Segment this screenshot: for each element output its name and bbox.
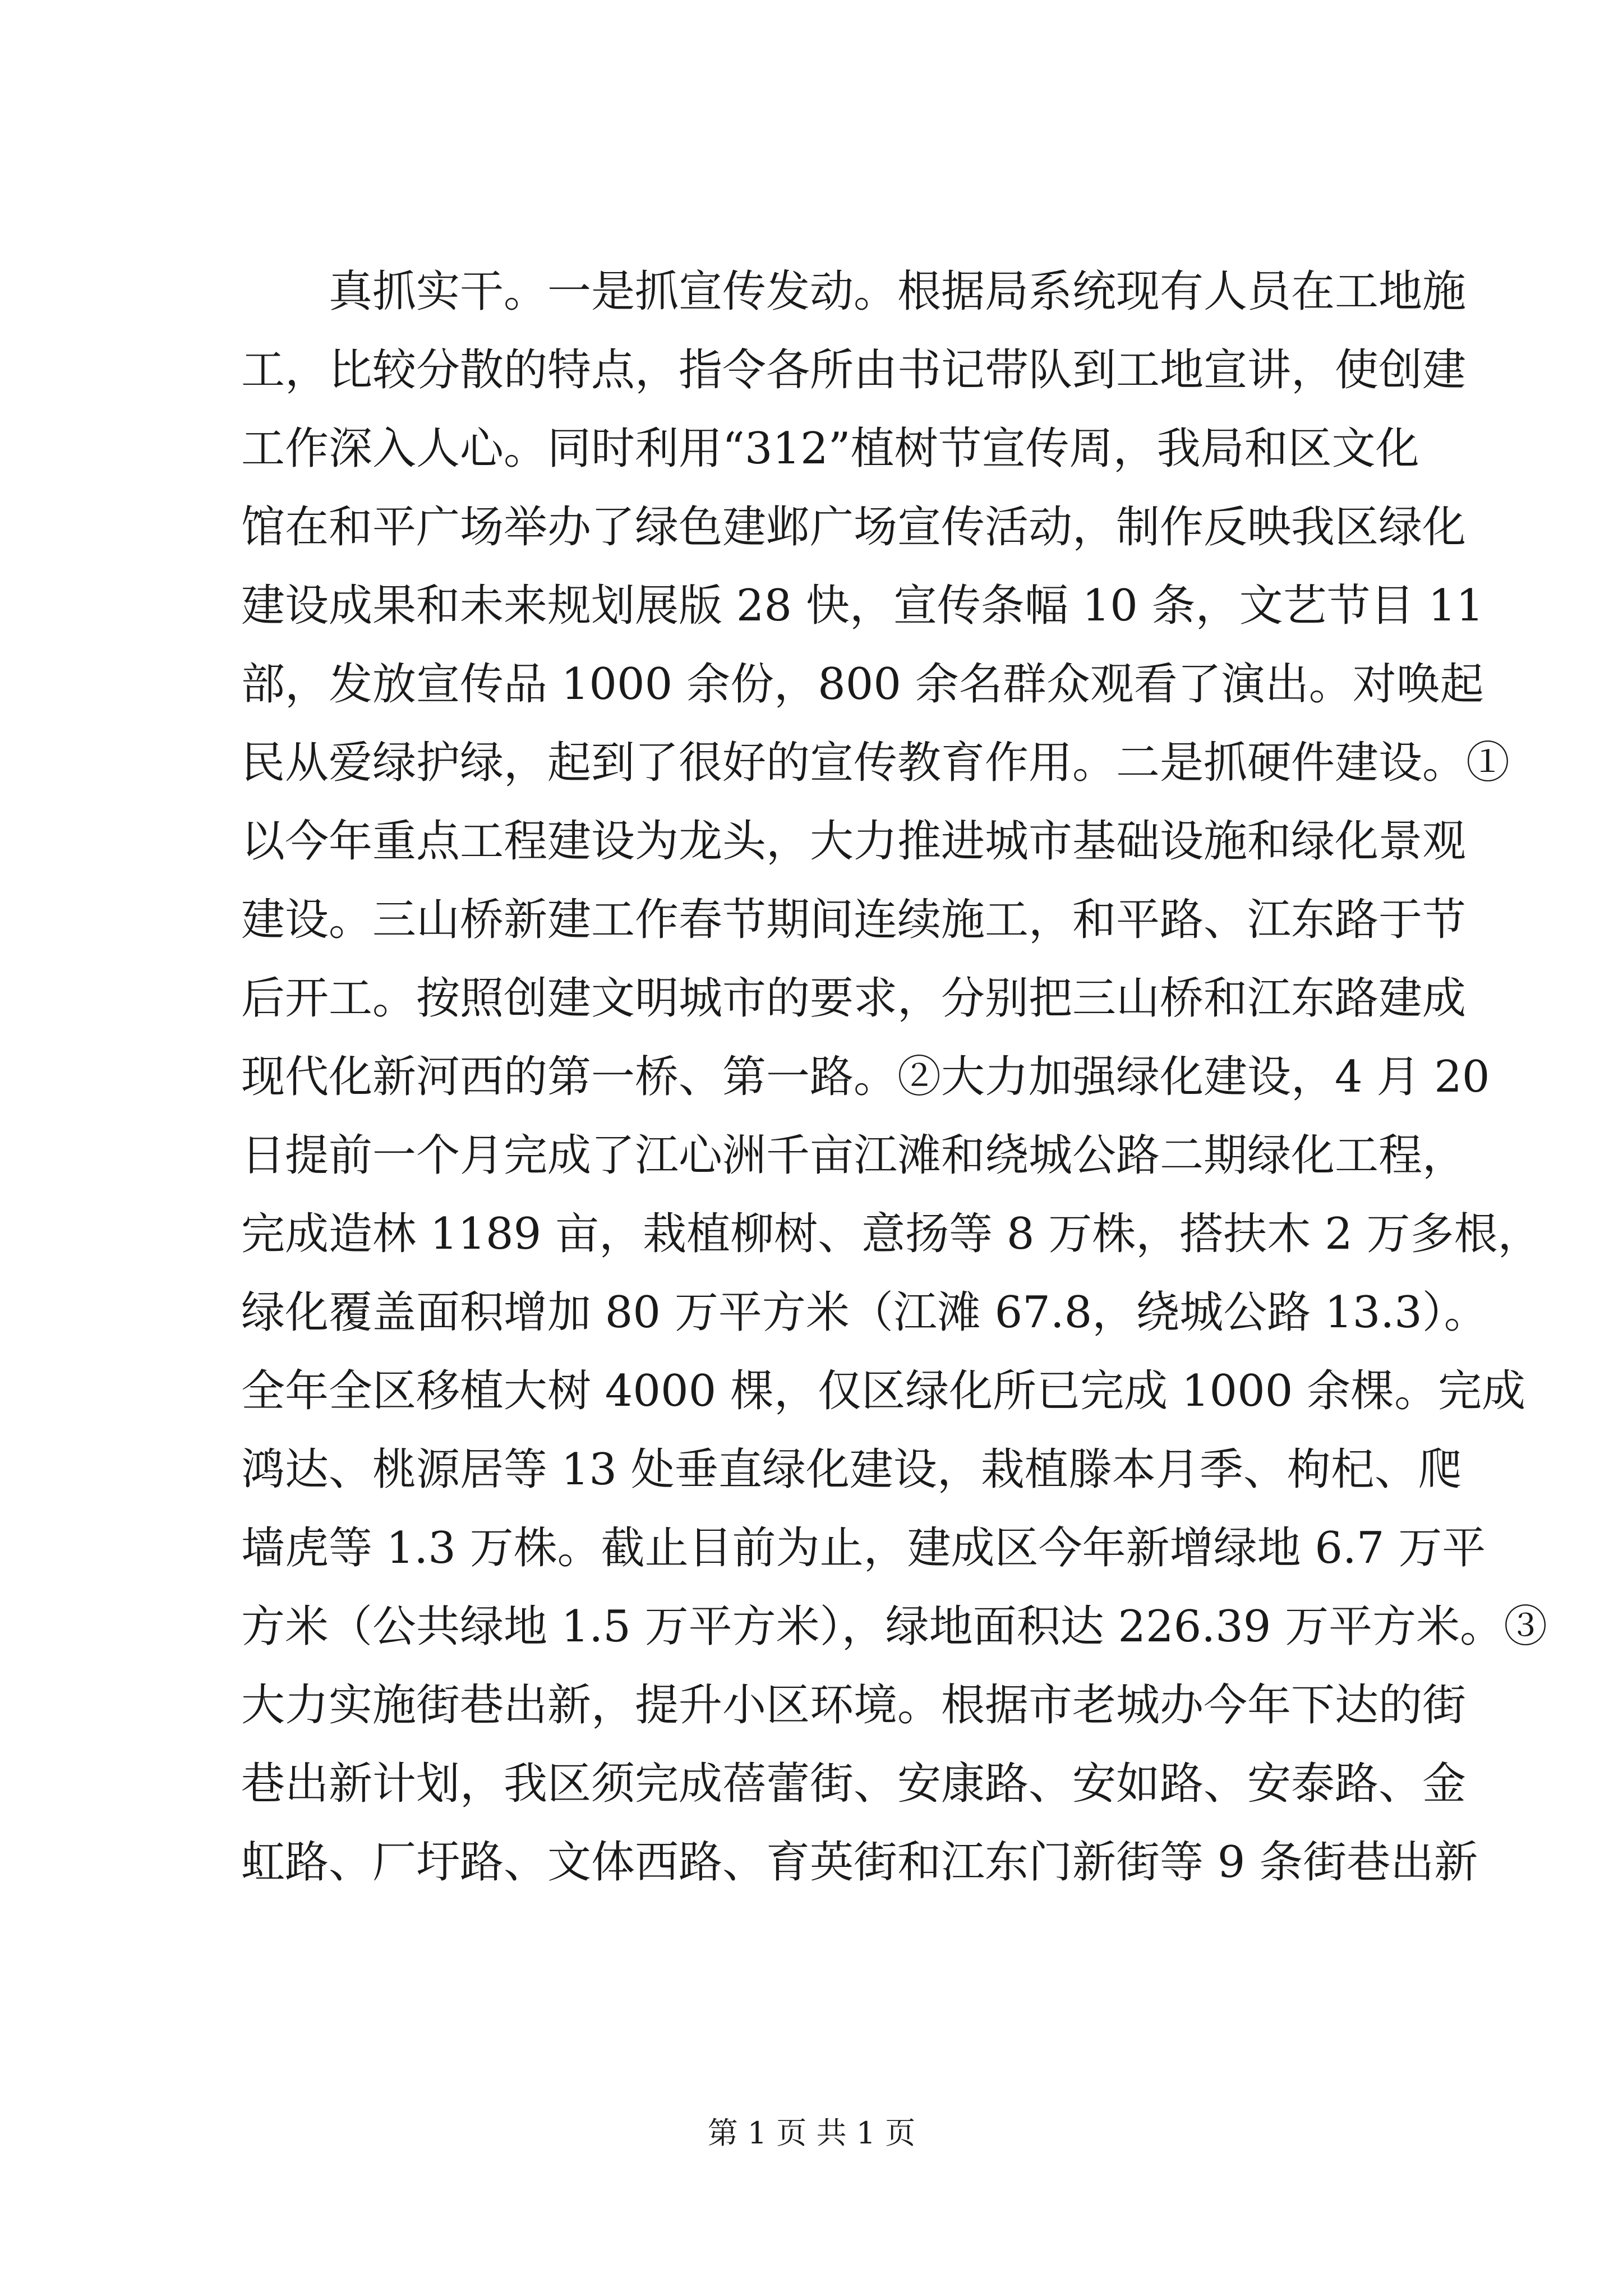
text-line: 虹路、厂圩路、文体西路、育英街和江东门新街等 9 条街巷出新 [241,1837,1478,1888]
text-line: 全年全区移植大树 4000 棵，仅区绿化所已完成 1000 余棵。完成 [241,1366,1526,1416]
text-line: 馆在和平广场举办了绿色建邺广场宣传活动，制作反映我区绿化 [241,502,1467,553]
body-paragraph [241,252,1548,1902]
text-line: 真抓实干。一是抓宣传发动。根据局系统现有人员在工地施 [329,266,1467,317]
text-line: 完成造林 1189 亩，栽植柳树、意扬等 8 万株，搭扶木 2 万多根， [241,1209,1542,1259]
text-line: 日提前一个月完成了江心洲千亩江滩和绕城公路二期绿化工程， [241,1130,1467,1181]
text-line: 现代化新河西的第一桥、第一路。②大力加强绿化建设，4 月 20 [241,1052,1490,1102]
text-line: 工作深入人心。同时利用“312”植树节宣传周，我局和区文化 [241,424,1419,474]
page-footer [0,2109,1623,2152]
text-line: 墙虎等 1.3 万株。截止目前为止，建成区今年新增绿地 6.7 万平 [241,1523,1486,1573]
text-line: 大力实施街巷出新，提升小区环境。根据市老城办今年下达的街 [241,1680,1467,1731]
page-number-label: 第 1 页 共 1 页 [707,2115,916,2151]
text-line: 部，发放宣传品 1000 余份，800 余名群众观看了演出。对唤起 [241,659,1484,710]
text-line: 工，比较分散的特点，指令各所由书记带队到工地宣讲，使创建 [241,345,1467,395]
text-line: 后开工。按照创建文明城市的要求，分别把三山桥和江东路建成 [241,973,1467,1024]
text-line: 建设。三山桥新建工作春节期间连续施工，和平路、江东路于节 [241,895,1467,945]
text-line: 建设成果和未来规划展版 28 快，宣传条幅 10 条，文艺节目 11 [241,581,1484,631]
text-line: 方米（公共绿地 1.5 万平方米），绿地面积达 226.39 万平方米。③ [241,1602,1548,1652]
text-line: 以今年重点工程建设为龙头，大力推进城市基础设施和绿化景观 [241,816,1467,867]
text-line: 鸿达、桃源居等 13 处垂直绿化建设，栽植滕本月季、枸杞、爬 [241,1444,1462,1495]
text-line: 巷出新计划，我区须完成蓓蕾街、安康路、安如路、安泰路、金 [241,1759,1467,1809]
text-line: 绿化覆盖面积增加 80 万平方米（江滩 67.8，绕城公路 13.3）。 [241,1287,1488,1338]
text-line: 民从爱绿护绿，起到了很好的宣传教育作用。二是抓硬件建设。① [241,738,1510,788]
